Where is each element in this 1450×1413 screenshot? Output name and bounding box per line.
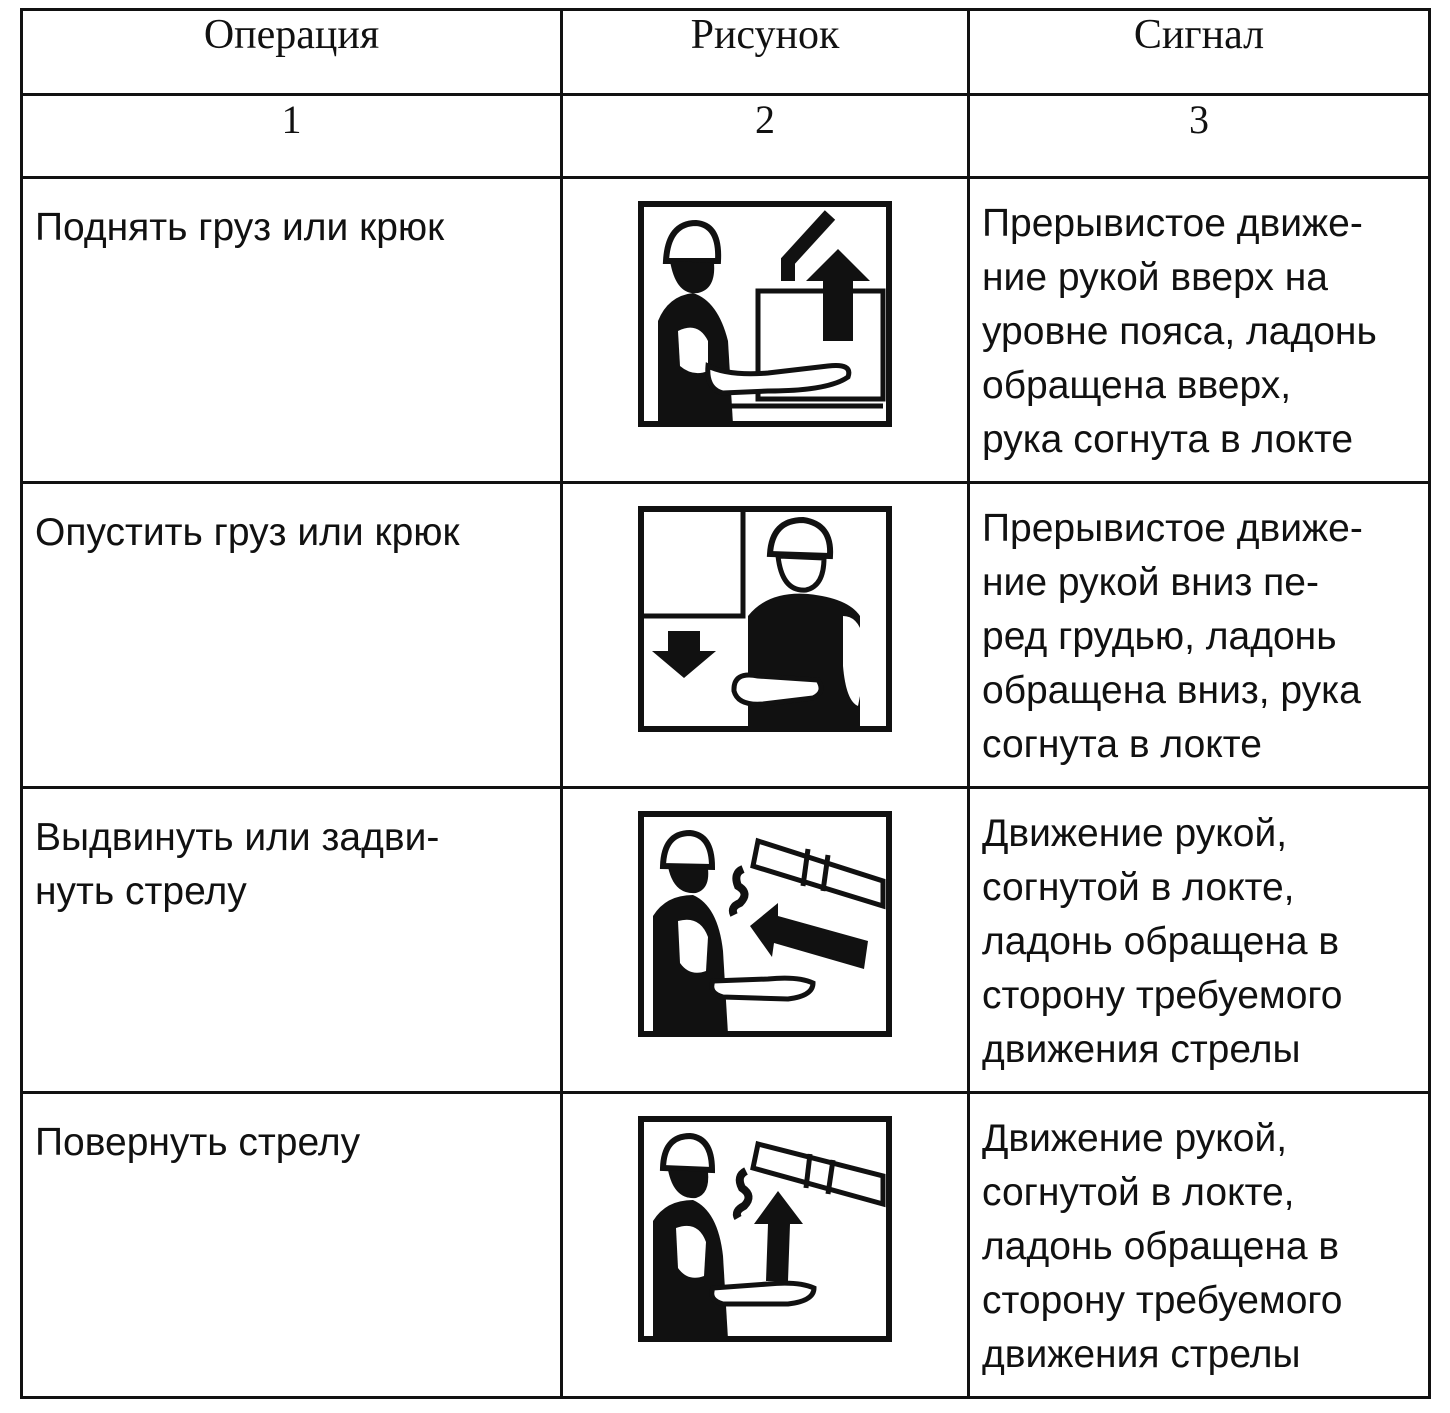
signal-text: Движение рукой, согнутой в локте, ладонь обращена в сторону требуемого движения стрелы — [982, 1117, 1343, 1376]
table-row — [22, 788, 1430, 1093]
column-number-3: 3 — [969, 95, 1430, 178]
operation-cell — [22, 1093, 562, 1398]
operation-text: Повернуть стрелу — [35, 1121, 361, 1164]
signal-text: Движение рукой, согнутой в локте, ладонь обращена в сторону требуемого движения стрелы — [982, 812, 1343, 1071]
table-row — [22, 483, 1430, 788]
header-row — [22, 10, 1430, 95]
operation-text: Опустить груз или крюк — [35, 511, 460, 554]
signal-cell — [969, 1093, 1430, 1398]
operation-text: Поднять груз или крюк — [35, 206, 445, 249]
operation-cell — [22, 788, 562, 1093]
header-operation: Операция — [22, 10, 562, 95]
header-picture: Рисунок — [562, 10, 969, 95]
table-row — [22, 1093, 1430, 1398]
operation-text: Выдвинуть или задви- нуть стрелу — [35, 816, 440, 913]
crane-signals-table — [20, 8, 1431, 1399]
column-number-row — [22, 95, 1430, 178]
table-row — [22, 178, 1430, 483]
signal-extend-boom-icon — [638, 811, 892, 1037]
header-signal: Сигнал — [969, 10, 1430, 95]
signal-lift-load-icon — [638, 201, 892, 427]
signal-text: Прерывистое движе- ние рукой вверх на уровне пояса, ладонь обращена вверх, рука согнута в локте — [982, 202, 1377, 461]
column-number-2: 2 — [562, 95, 969, 178]
column-number-1: 1 — [22, 95, 562, 178]
signal-cell — [969, 178, 1430, 483]
signal-cell — [969, 483, 1430, 788]
signal-rotate-boom-icon — [638, 1116, 892, 1342]
picture-cell — [562, 483, 969, 788]
operation-cell — [22, 483, 562, 788]
signal-text: Прерывистое движе- ние рукой вниз пе- ред грудью, ладонь обращена вниз, рука согнута в локте — [982, 507, 1363, 766]
signal-lower-load-icon — [638, 506, 892, 732]
signal-cell — [969, 788, 1430, 1093]
operation-cell — [22, 178, 562, 483]
picture-cell — [562, 178, 969, 483]
picture-cell — [562, 1093, 969, 1398]
picture-cell — [562, 788, 969, 1093]
